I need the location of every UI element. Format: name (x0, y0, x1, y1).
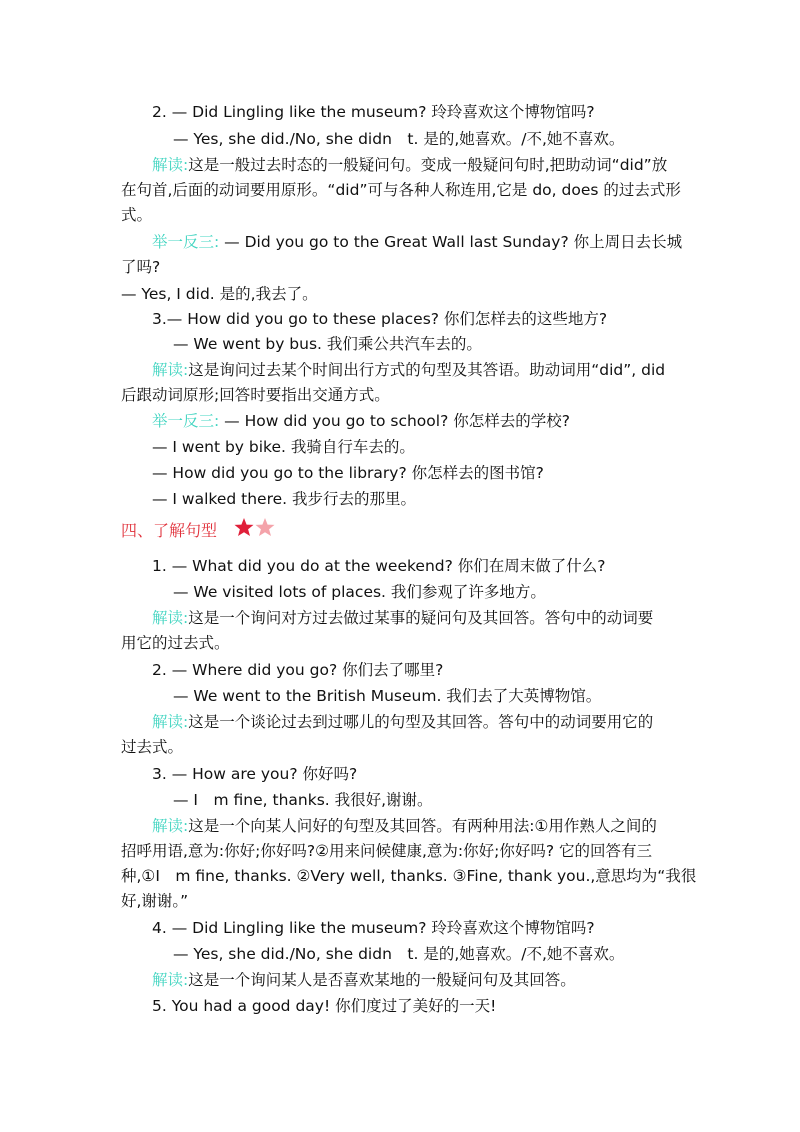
explanation-text: 这是一个询问某人是否喜欢某地的一般疑问句及其回答。 (188, 971, 576, 989)
item3-explanation-line1 (152, 360, 665, 380)
item2-explanation-line2: 在句首,后面的动词要用原形。“did”可与各种人称连用,它是 do, does 的过去式形 (121, 181, 681, 199)
s4-item3-explanation-line1 (152, 816, 657, 836)
example-label: 举一反三: (152, 233, 220, 251)
s4-item4-answer: — Yes, she did./No, she didn t. 是的,她喜欢。/不,她不喜欢。 (173, 945, 625, 963)
star-full-icon (235, 518, 254, 536)
item2-question: 2. — Did Lingling like the museum? 玲玲喜欢这个博物馆吗? (152, 103, 595, 121)
explanation-text: 这是一个向某人问好的句型及其回答。有两种用法:①用作熟人之间的 (188, 817, 657, 835)
explanation-text: 这是一般过去时态的一般疑问句。变成一般疑问句时,把助动词“did”放 (188, 156, 668, 174)
item3-question: 3.— How did you go to these places? 你们怎样去的这些地方? (152, 310, 608, 328)
explanation-label: 解读: (152, 713, 189, 731)
explanation-label: 解读: (152, 971, 189, 989)
example-text: — Did you go to the Great Wall last Sunday? 你上周日去长城 (219, 233, 683, 251)
s4-item1-answer: — We visited lots of places. 我们参观了许多地方。 (173, 583, 546, 601)
item3-example-line2: — I went by bike. 我骑自行车去的。 (152, 438, 415, 456)
item3-example-line3: — How did you go to the library? 你怎样去的图书馆? (152, 464, 544, 482)
explanation-label: 解读: (152, 817, 189, 835)
explanation-label: 解读: (152, 361, 189, 379)
item2-answer: — Yes, she did./No, she didn t. 是的,她喜欢。/不,她不喜欢。 (173, 130, 625, 148)
s4-item5-sentence: 5. You had a good day! 你们度过了美好的一天! (152, 997, 497, 1015)
item2-example-line3: — Yes, I did. 是的,我去了。 (121, 285, 318, 303)
example-label: 举一反三: (152, 412, 220, 430)
section4-heading: 四、了解句型 (121, 521, 218, 540)
s4-item1-question: 1. — What did you do at the weekend? 你们在周末做了什么? (152, 557, 606, 575)
item2-explanation-line1 (152, 155, 667, 175)
s4-item2-explanation-line2: 过去式。 (121, 738, 184, 756)
explanation-text: 这是一个询问对方过去做过某事的疑问句及其回答。答句中的动词要 (188, 609, 654, 627)
s4-item3-answer: — I m fine, thanks. 我很好,谢谢。 (173, 791, 433, 809)
explanation-label: 解读: (152, 156, 189, 174)
item2-example-line1 (152, 232, 682, 252)
s4-item3-explanation-line3: 种,①I m fine, thanks. ②Very well, thanks. ③Fine, thank you.,意思均为“我很 (121, 867, 697, 885)
s4-item4-explanation-line1 (152, 970, 576, 990)
item3-explanation-line2: 后跟动词原形;回答时要指出交通方式。 (121, 386, 390, 404)
s4-item2-answer: — We went to the British Museum. 我们去了大英博物馆。 (173, 687, 602, 705)
s4-item3-question: 3. — How are you? 你好吗? (152, 765, 358, 783)
explanation-text: 这是询问过去某个时间出行方式的句型及其答语。助动词用“did”, did (188, 361, 666, 379)
s4-item3-explanation-line4: 好,谢谢。” (121, 892, 189, 910)
star-light-icon (256, 518, 275, 536)
two-stars-icon (234, 517, 278, 539)
explanation-text: 这是一个谈论过去到过哪儿的句型及其回答。答句中的动词要用它的 (188, 713, 654, 731)
s4-item1-explanation-line2: 用它的过去式。 (121, 634, 230, 652)
s4-item3-explanation-line2: 招呼用语,意为:你好;你好吗?②用来问候健康,意为:你好;你好吗? 它的回答有三 (121, 842, 653, 860)
s4-item2-question: 2. — Where did you go? 你们去了哪里? (152, 661, 444, 679)
example-text: — How did you go to school? 你怎样去的学校? (219, 412, 570, 430)
s4-item2-explanation-line1 (152, 712, 653, 732)
item2-explanation-line3: 式。 (121, 206, 153, 224)
explanation-label: 解读: (152, 609, 189, 627)
item2-example-line2: 了吗? (121, 258, 161, 276)
s4-item4-question: 4. — Did Lingling like the museum? 玲玲喜欢这个博物馆吗? (152, 919, 595, 937)
item3-answer: — We went by bus. 我们乘公共汽车去的。 (173, 335, 482, 353)
item3-example-line4: — I walked there. 我步行去的那里。 (152, 490, 416, 508)
item3-example-line1 (152, 411, 570, 431)
s4-item1-explanation-line1 (152, 608, 653, 628)
